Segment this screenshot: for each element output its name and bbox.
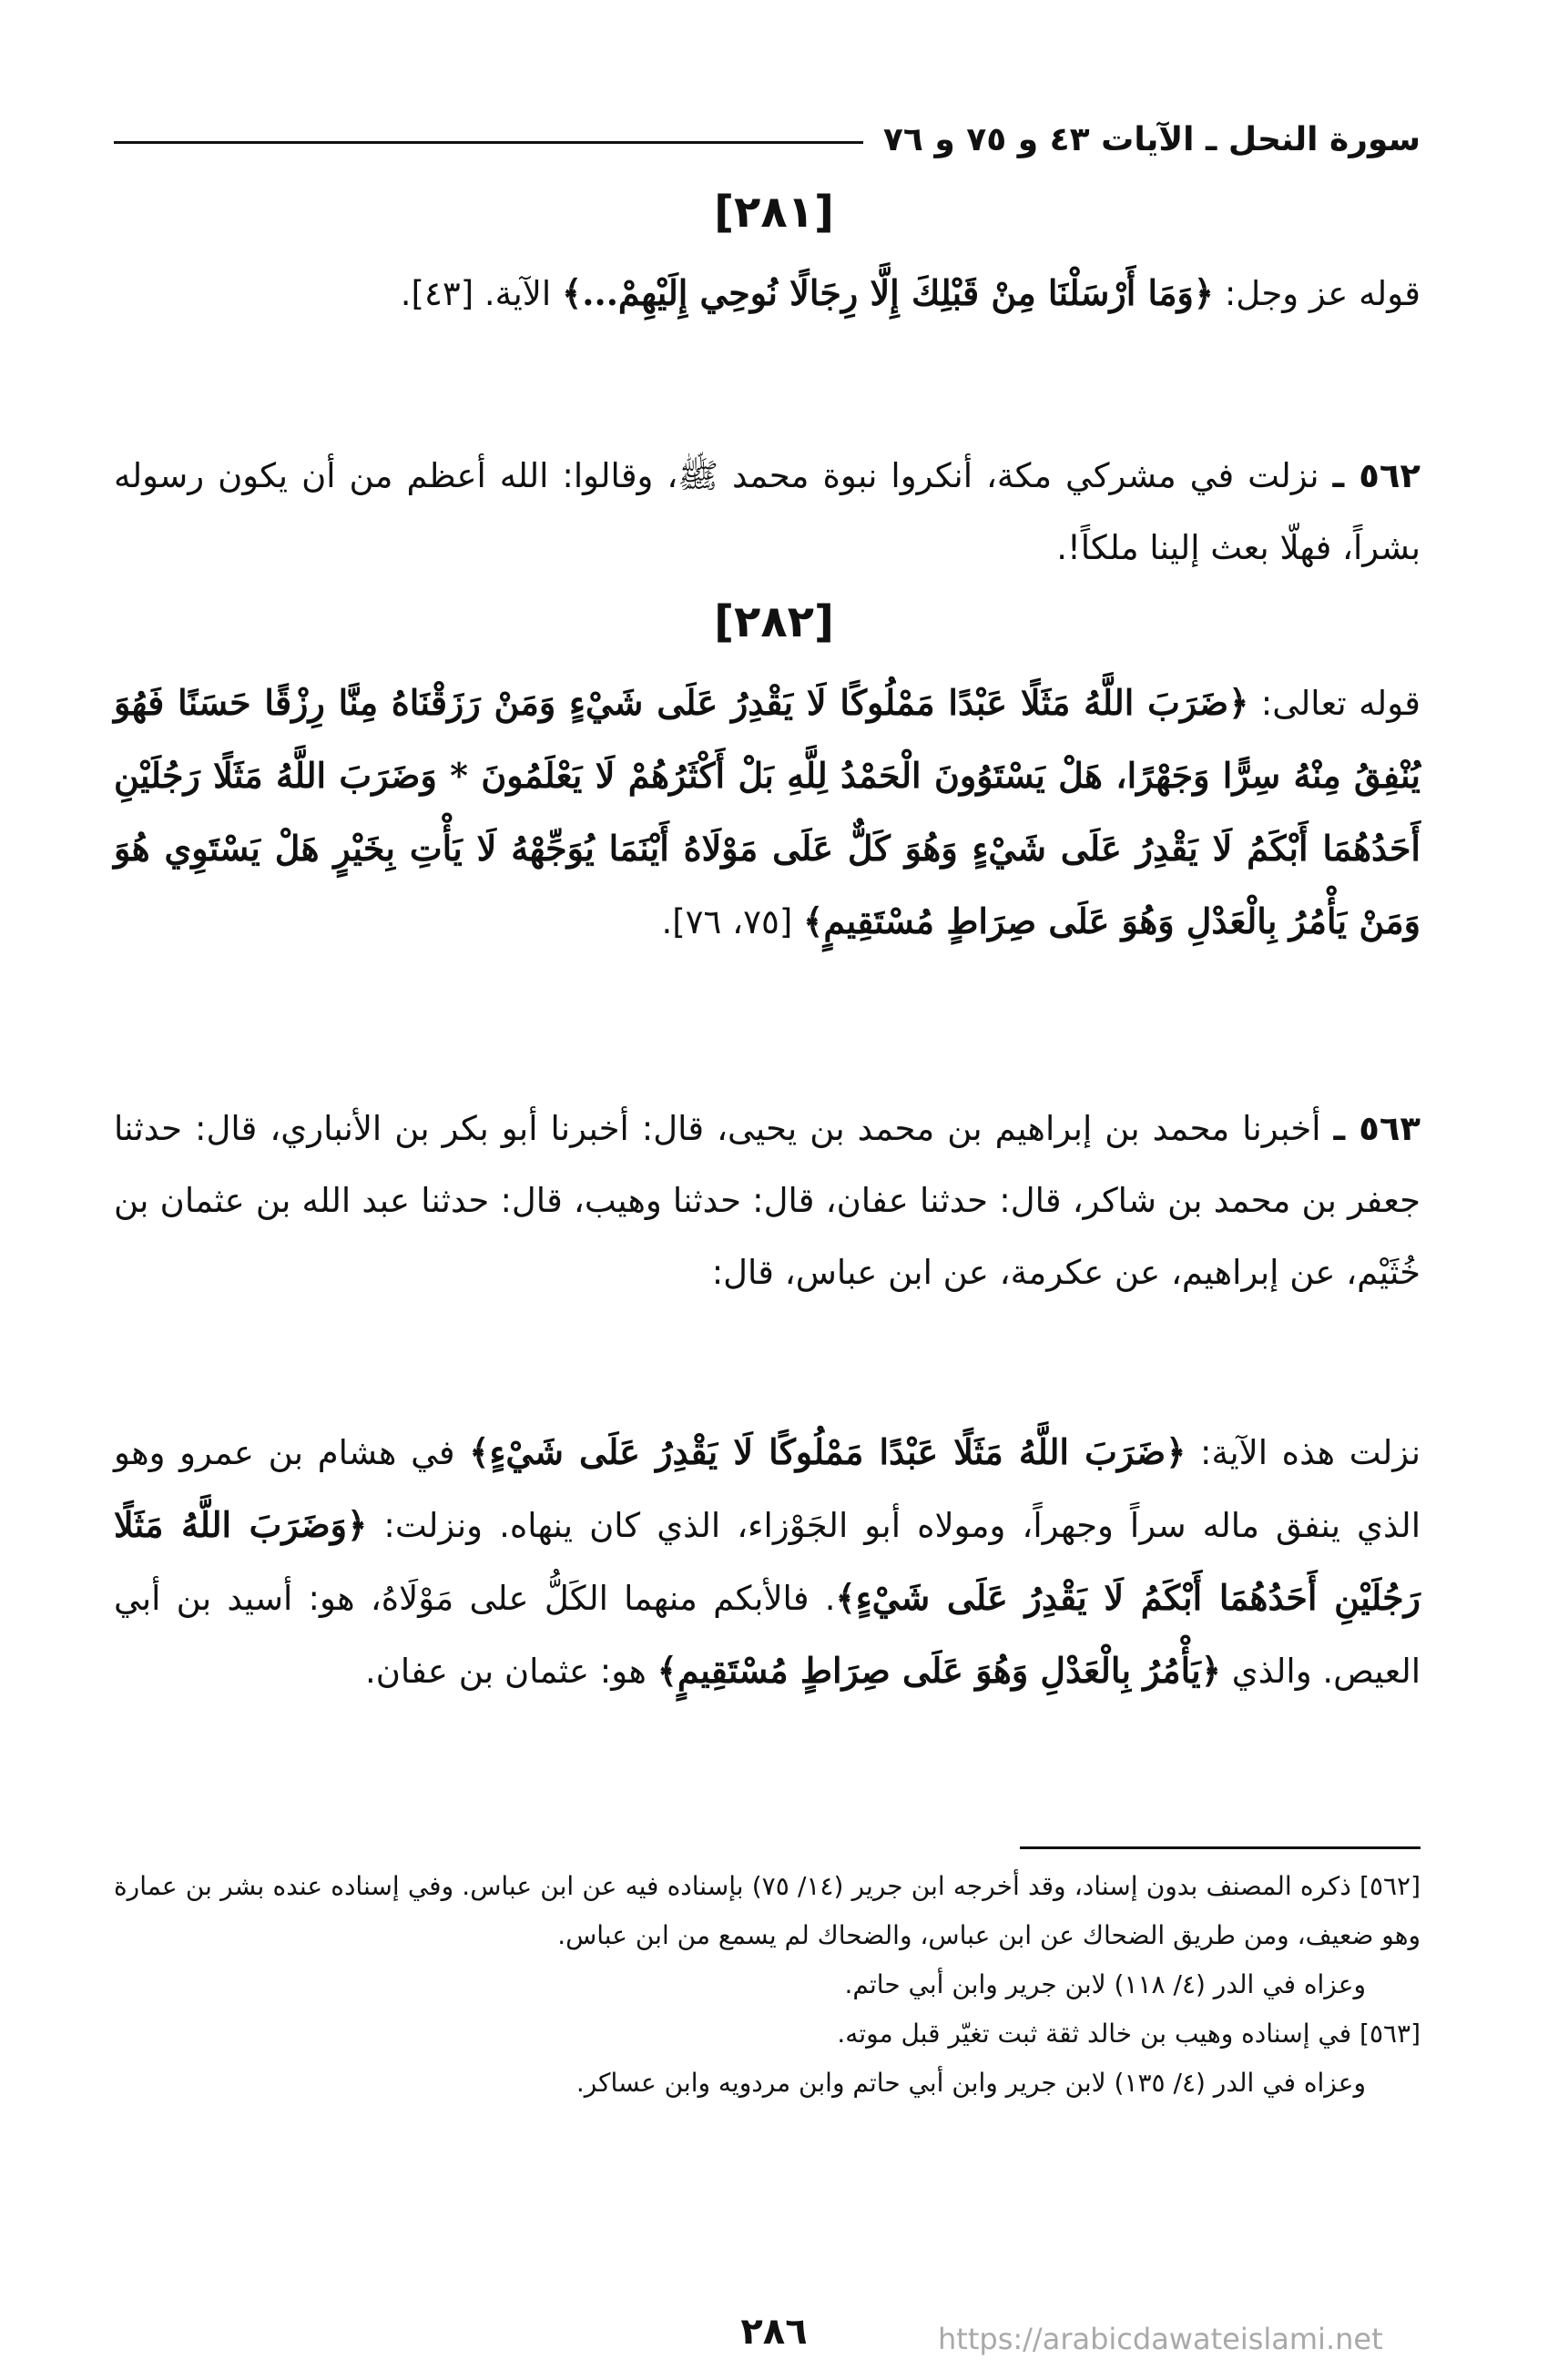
- revelation-segment: نزلت هذه الآية:: [1186, 1433, 1421, 1472]
- hadith-paragraph: [114, 440, 1421, 584]
- hadith-number: ٥٦٣ ـ: [1333, 1109, 1421, 1148]
- footnote-entry: وعزاه في الدر (٤/ ١١٨) لابن جرير وابن أبي حاتم.: [844, 1969, 1366, 1999]
- footnote-entry: [٥٦٣] في إسناده وهيب بن خالد ثقة ثبت تغيّر قبل موته.: [837, 2019, 1421, 2049]
- hadith-563: [114, 1093, 1421, 1308]
- quran-verse: ﴿وَضَرَبَ اللَّهُ مَثَلًا رَجُلَيْنِ أَحَدُهُمَا أَبْكَمُ لَا يَقْدِرُ عَلَى شَيْءٍ﴾: [114, 1504, 1421, 1618]
- hadith-text: نزلت في مشركي مكة، أنكروا نبوة محمد ﷺ، وقالوا: الله أعظم من أن يكون رسوله بشراً، فهلّا بعث إلينا ملكاً!.: [114, 456, 1421, 567]
- revelation-segment: . فالأبكم منهما الكَلُّ على مَوْلَاهُ، هو: أسيد بن أبي العيص. والذي: [114, 1579, 1421, 1691]
- hadith-text: أخبرنا محمد بن إبراهيم بن محمد بن يحيى، قال: أخبرنا أبو بكر بن الأنباري، قال: حدثنا جعفر بن محمد بن شاكر، قال: حدثنا عفان، قال: حدثنا وهيب، قال: حدثنا عبد الله بن عثمان بن خُثَيْم، عن إبراهيم، عن عكرمة، عن ابن عباس، قال:: [114, 1109, 1421, 1292]
- footnotes: [114, 1862, 1421, 2108]
- section-282-intro: [114, 666, 1421, 958]
- quran-verse: ﴿ضَرَبَ اللَّهُ مَثَلًا عَبْدًا مَمْلُوكًا لَا يَقْدِرُ عَلَى شَيْءٍ وَمَنْ رَزَقْنَاهُ مِنَّا رِزْقًا حَسَنًا فَهُوَ يُنْفِقُ مِنْهُ سِرًّا وَجَهْرًا، هَلْ يَسْتَوُونَ الْحَمْدُ لِلَّهِ بَلْ أَكْثَرُهُمْ لَا يَعْلَمُونَ * وَضَرَبَ اللَّهُ مَثَلًا رَجُلَيْنِ أَحَدُهُمَا أَبْكَمُ لَا يَقْدِرُ عَلَى شَيْءٍ وَهُوَ كَلٌّ عَلَى مَوْلَاهُ أَيْنَمَا يُوَجِّهْهُ لَا يَأْتِ بِخَيْرٍ هَلْ يَسْتَوِي هُوَ وَمَنْ يَأْمُرُ بِالْعَدْلِ وَهُوَ عَلَى صِرَاطٍ مُسْتَقِيمٍ﴾: [114, 682, 1421, 941]
- hadith-562: [114, 440, 1421, 584]
- surah-header-title: سورة النحل ـ الآيات ٤٣ و ٧٥ و ٧٦: [882, 120, 1421, 158]
- hadith-number: ٥٦٢ ـ: [1332, 456, 1421, 495]
- revelation-paragraph: [114, 1416, 1421, 1707]
- revelation-segment: هو: عثمان بن عفان.: [364, 1652, 657, 1691]
- intro-text: قوله تعالى:: [1248, 684, 1421, 723]
- footnote-rule: [1020, 1846, 1421, 1849]
- quran-verse: ﴿يَأْمُرُ بِالْعَدْلِ وَهُوَ عَلَى صِرَاطٍ مُسْتَقِيمٍ﴾: [657, 1650, 1222, 1691]
- verse-reference: [٧٥، ٧٦].: [661, 902, 804, 941]
- verse-intro-paragraph: [114, 257, 1421, 330]
- header-rule: [114, 141, 863, 144]
- verse-intro-paragraph: [114, 666, 1421, 958]
- page-number: ٢٨٦: [740, 2311, 808, 2353]
- hadith-563-continuation: [114, 1416, 1421, 1707]
- quran-verse: ﴿وَمَا أَرْسَلْنَا مِنْ قَبْلِكَ إِلَّا رِجَالًا نُوحِي إِلَيْهِمْ...﴾: [561, 272, 1215, 313]
- footnote-entry: وعزاه في الدر (٤/ ١٣٥) لابن جرير وابن أبي حاتم وابن مردويه وابن عساكر.: [575, 2068, 1366, 2098]
- running-header: [114, 107, 1421, 171]
- quran-verse: ﴿ضَرَبَ اللَّهُ مَثَلًا عَبْدًا مَمْلُوكًا لَا يَقْدِرُ عَلَى شَيْءٍ﴾: [469, 1431, 1186, 1472]
- revelation-segment: في هشام بن عمرو وهو الذي ينفق ماله سراً وجهراً، ومولاه أبو الجَوْزاء، الذي كان ينهاه. ونزلت:: [114, 1433, 1421, 1545]
- hadith-paragraph: [114, 1093, 1421, 1308]
- section-heading-282: [٢٨٢]: [714, 596, 834, 647]
- footnote-entry: [٥٦٢] ذكره المصنف بدون إسناد، وقد أخرجه ابن جرير (١٤/ ٧٥) بإسناده فيه عن ابن عباس. وفي إسناده عنده بشر بن عمارة وهو ضعيف، ومن طريق الضحاك عن ابن عباس، والضحاك لم يسمع من ابن عباس.: [114, 1871, 1421, 1950]
- verse-reference: الآية. [٤٣].: [400, 274, 562, 313]
- intro-text: قوله عز وجل:: [1214, 274, 1421, 313]
- section-281-intro: [114, 257, 1421, 330]
- watermark-url: https://arabicdawateislami.net: [938, 2322, 1383, 2356]
- section-heading-281: [٢٨١]: [714, 187, 834, 238]
